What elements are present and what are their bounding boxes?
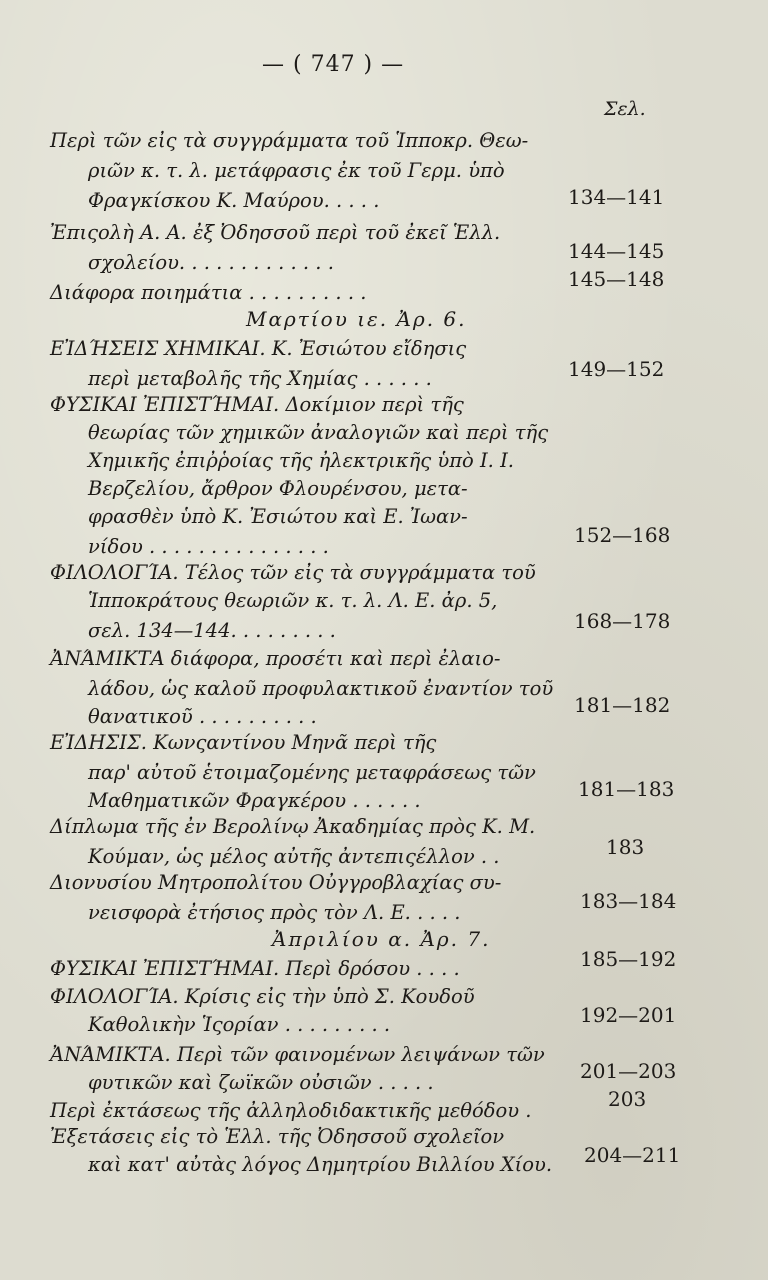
page-range: 149—152 [568,357,665,381]
entry-line: ΦΙΛΟΛΟΓΊΑ. Κρίσις εἰς τὴν ὑπὸ Σ. Κουδοῦ [50,985,475,1008]
entry-line: ΕἸΔΗΣΙΣ. Κωνςαντίνου Μηνᾶ περὶ τῆς [50,731,437,754]
entry-line: θεωρίας τῶν χημικῶν ἀναλογιῶν καὶ περὶ τῆς [88,421,549,444]
entry-line: Βερζελίου, ἄρθρον Φλουρένσου, μετα- [88,477,468,500]
entry-line: ΦΙΛΟΛΟΓΊΑ. Τέλος τῶν εἰς τὰ συγγράμματα τοῦ [50,561,536,584]
entry-line: φυτικῶν καὶ ζωϊκῶν οὐσιῶν . . . . . [88,1071,434,1094]
entry-line: θανατικοῦ . . . . . . . . . . [88,705,317,728]
entry-line: λάδου, ὡς καλοῦ προφυλακτικοῦ ἐναντίον τοῦ [88,677,554,700]
entry-line: Διονυσίου Μητροπολίτου Οὐγγροβλαχίας συ- [50,871,502,894]
page-header: — ( 747 ) — [262,52,405,77]
entry-line: Μαθηματικῶν Φραγκέρου . . . . . . [88,789,421,812]
entry-line: φρασθὲν ὑπὸ Κ. Ἐσιώτου καὶ Ε. Ἰωαν- [88,505,468,528]
page-range: 152—168 [574,523,671,547]
page-range: 203 [608,1087,647,1111]
entry-line: Ἱπποκράτους θεωριῶν κ. τ. λ. Λ. Ε. ἀρ. 5, [88,589,498,612]
page-range: 183—184 [580,889,677,913]
entry-line: ριῶν κ. τ. λ. μετάφρασις ἐκ τοῦ Γερμ. ὑπὸ [88,159,505,182]
page-range: 134—141 [568,185,665,209]
entry-line: ἈΝΆΜΙΚΤΑ. Περὶ τῶν φαινομένων λειψάνων τῶν [50,1043,545,1066]
section-subheading: Ἀπριλίου α. Ἀρ. 7. [272,927,491,951]
page-range: 204—211 [584,1143,681,1167]
page-range: 144—145 [568,239,665,263]
entry-line: Δίπλωμα τῆς ἐν Βερολίνῳ Ἀκαδημίας πρὸς Κ. Μ. [50,815,536,838]
page-range: 185—192 [580,947,677,971]
entry-line: Περὶ τῶν εἰς τὰ συγγράμματα τοῦ Ἱπποκρ. Θεω- [50,129,529,152]
entry-line: ΦΥΣΙΚΑΙ ἘΠΙΣΤΉΜΑΙ. Περὶ δρόσου . . . . [50,957,460,980]
entry-line: Διάφορα ποιημάτια . . . . . . . . . . [50,281,367,304]
entry-line: ἈΝΆΜΙΚΤΑ διάφορα, προσέτι καὶ περὶ ἐλαιο- [50,647,501,670]
page-range: 168—178 [574,609,671,633]
entry-line: Κούμαν, ὡς μέλος αὐτῆς ἀντεπιςέλλον . . [88,845,500,868]
page-range: 181—182 [574,693,671,717]
entry-line: Χημικῆς ἐπιῤῥοίας τῆς ἠλεκτρικῆς ὑπὸ Ι. Ι. [88,449,514,472]
page-range: 181—183 [578,777,675,801]
page-range: 183 [606,835,645,859]
page-range: 201—203 [580,1059,677,1083]
entry-line: περὶ μεταβολῆς τῆς Χημίας . . . . . . [88,367,432,390]
column-label: Σελ. [604,98,646,120]
entry-line: ΦΥΣΙΚΑΙ ἘΠΙΣΤΉΜΑΙ. Δοκίμιον περὶ τῆς [50,393,464,416]
page-range: 192—201 [580,1003,677,1027]
entry-line: ΕἸΔΉΣΕΙΣ ΧΗΜΙΚΑΙ. Κ. Ἐσιώτου εἴδησις [50,337,467,360]
entry-line: Καθολικὴν Ἱςορίαν . . . . . . . . . [88,1013,391,1036]
section-subheading: Μαρτίου ιε. Ἀρ. 6. [246,307,467,331]
entry-line: νίδου . . . . . . . . . . . . . . . [88,535,329,558]
entry-line: Ἐξετάσεις εἰς τὸ Ἑλλ. τῆς Ὀδησσοῦ σχολεῖον [50,1125,505,1148]
entry-line: Περὶ ἐκτάσεως τῆς ἀλληλοδιδακτικῆς μεθόδου . [50,1099,532,1122]
entry-line: σελ. 134—144. . . . . . . . . [88,619,336,642]
entry-line: νεισφορὰ ἐτήσιος πρὸς τὸν Λ. Ε. . . . . [88,901,461,924]
entry-line: παρ' αὐτοῦ ἑτοιμαζομένης μεταφράσεως τῶν [88,761,536,784]
entry-line: Ἐπιςολὴ Α. Α. ἐξ Ὀδησσοῦ περὶ τοῦ ἐκεῖ Ἑλλ. [50,221,501,244]
entry-line: Φραγκίσκου Κ. Μαύρου. . . . . [88,189,380,212]
entry-line: σχολείου. . . . . . . . . . . . . [88,251,334,274]
page-range: 145—148 [568,267,665,291]
entry-line: καὶ κατ' αὐτὰς λόγος Δημητρίου Βιλλίου Χίου. [88,1153,553,1176]
